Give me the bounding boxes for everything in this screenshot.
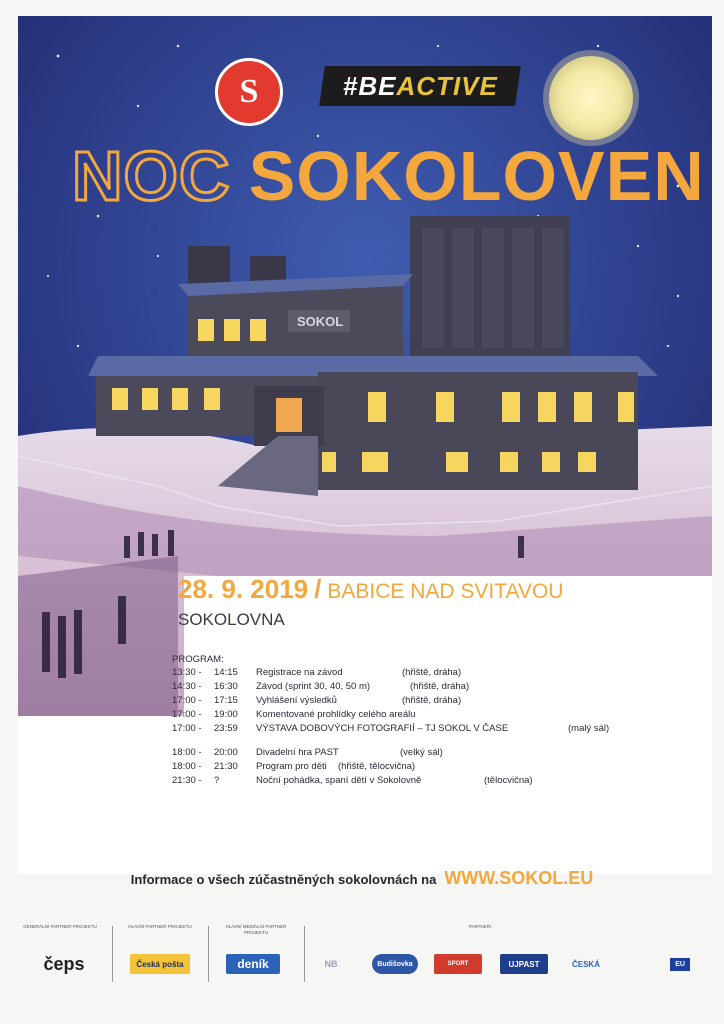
eu-flag-icon: EU <box>670 958 690 971</box>
program-row <box>172 723 672 737</box>
program-name: Noční pohádka, spaní dětí v Sokolovně <box>256 775 422 786</box>
sport-logo: SPORT <box>434 954 482 974</box>
building-sign: SOKOL <box>297 314 344 329</box>
partner-label: GENERÁLNÍ PARTNER PROJEKTU <box>23 924 97 929</box>
event-venue: SOKOLOVNA <box>178 610 285 629</box>
program-end: 16:30 <box>214 681 238 692</box>
title-part2: SOKOLOVEN <box>248 137 705 215</box>
sokol-logo-letter: S <box>239 73 259 110</box>
program-name: Divadelní hra PAST <box>256 747 339 758</box>
partner-divider <box>112 926 113 982</box>
denik-logo: deník <box>226 954 280 974</box>
budisovka-logo: Budišovka <box>372 954 418 974</box>
program-row <box>172 681 672 695</box>
partner-divider <box>304 926 305 982</box>
program-start: 21:30 - <box>172 775 202 786</box>
program-location: (hřiště, tělocvična) <box>338 761 416 772</box>
ujpast-logo: UJPAST <box>500 954 548 974</box>
date-location-line <box>178 574 563 605</box>
title-part1: NOC <box>72 137 231 215</box>
program-end: 19:00 <box>214 709 238 720</box>
program-end: 14:15 <box>214 667 238 678</box>
program-name: Komentované prohlídky celého areálu <box>256 709 416 720</box>
ceps-logo: čeps <box>43 953 85 974</box>
website-link[interactable]: WWW.SOKOL.EU <box>444 868 594 888</box>
program-row <box>172 775 672 789</box>
partner-label: HLAVNÍ PARTNER PROJEKTU <box>128 924 192 929</box>
program-location: (hřiště, dráha) <box>402 695 462 706</box>
sokol-logo <box>215 58 283 126</box>
info-line <box>0 868 724 889</box>
partner-label: PARTNEŘI <box>468 924 492 929</box>
hashtag-prefix: #BE <box>342 70 397 101</box>
beactive-badge <box>319 66 521 106</box>
program-row <box>172 761 672 775</box>
program-row <box>172 667 672 681</box>
eu-logo <box>624 954 690 974</box>
nb-logo: NB <box>324 959 338 969</box>
program-location: (hřiště, dráha) <box>410 681 470 692</box>
ceska-logo: ČESKÁ <box>571 959 600 969</box>
date-separator: / <box>314 574 322 604</box>
program-end: 20:00 <box>214 747 238 758</box>
program-name: VÝSTAVA DOBOVÝCH FOTOGRAFIÍ – TJ SOKOL V ČASE <box>256 723 509 734</box>
program-end: ? <box>214 775 220 786</box>
program-name: Vyhlášení výsledků <box>256 695 337 706</box>
partner-label: HLAVNÍ MEDIÁLNÍ PARTNER PROJEKTU <box>225 924 287 935</box>
program-start: 14:30 - <box>172 681 202 692</box>
partners-strip <box>20 924 704 994</box>
program-location: (hřiště, dráha) <box>402 667 462 678</box>
program-location: (malý sál) <box>568 723 610 734</box>
program-row <box>172 709 672 723</box>
program-name: Závod (sprint 30, 40, 50 m) <box>256 681 371 692</box>
info-text: Informace o všech zúčastněných sokolovnách na <box>130 872 437 887</box>
program-start: 18:00 - <box>172 747 202 758</box>
program-name: Program pro děti <box>256 761 327 772</box>
program-start: 17:00 - <box>172 709 202 720</box>
event-place: BABICE NAD SVITAVOU <box>327 580 564 603</box>
program-end: 17:15 <box>214 695 238 706</box>
event-date: 28. 9. 2019 <box>178 574 309 604</box>
partner-divider <box>208 926 209 982</box>
program-start: 17:00 - <box>172 695 202 706</box>
program-row <box>172 695 672 709</box>
program-gap <box>172 737 672 747</box>
program-start: 17:00 - <box>172 723 202 734</box>
program-row <box>172 747 672 761</box>
program-location: (velký sál) <box>400 747 443 758</box>
program-name: Registrace na závod <box>256 667 343 678</box>
program-location: (tělocvična) <box>484 775 533 786</box>
program-heading: PROGRAM: <box>172 654 224 665</box>
program-end: 21:30 <box>214 761 238 772</box>
program-schedule <box>172 654 672 789</box>
ceska-posta-logo: Česká pošta <box>130 954 190 974</box>
program-start: 13:30 - <box>172 667 202 678</box>
hashtag-suffix: ACTIVE <box>396 70 498 101</box>
program-end: 23:59 <box>214 723 238 734</box>
program-start: 18:00 - <box>172 761 202 772</box>
event-title <box>72 136 705 216</box>
beactive-text <box>343 71 498 102</box>
